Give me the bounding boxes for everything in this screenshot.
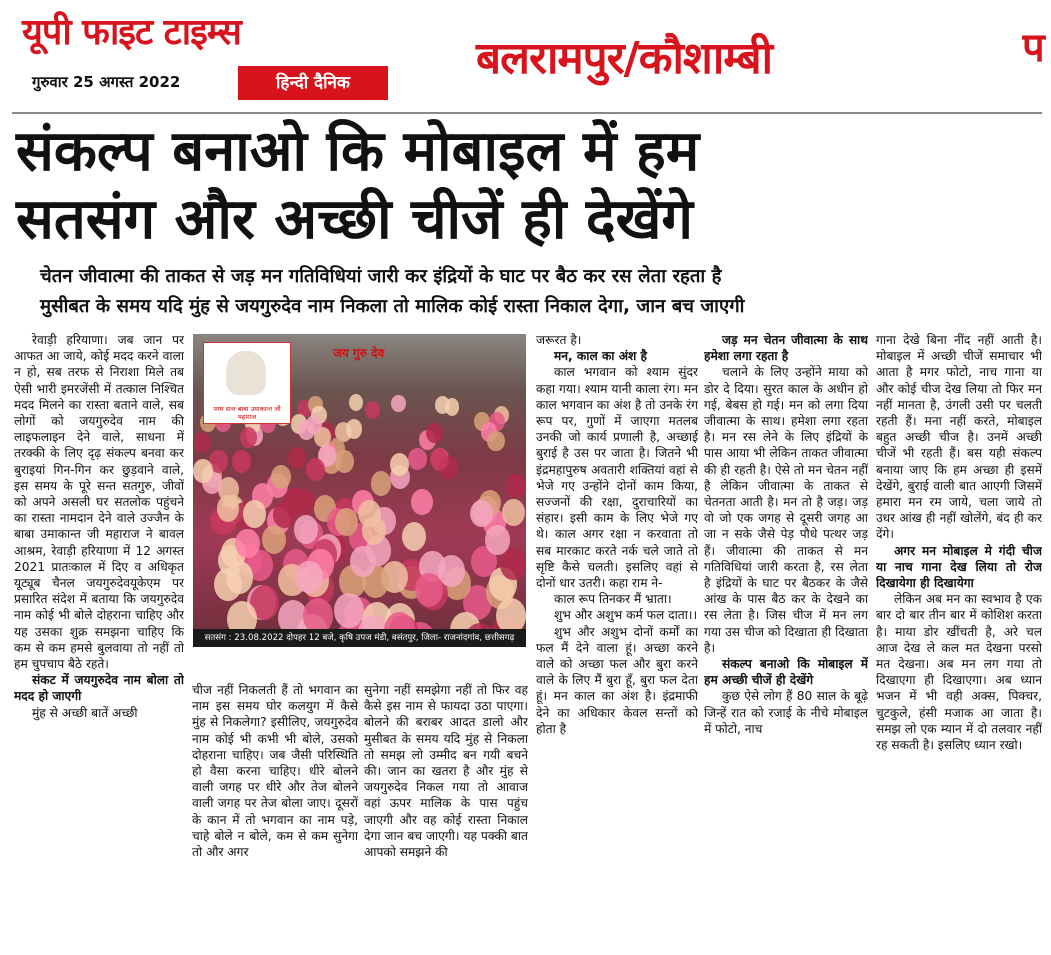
crowd-person [390, 453, 409, 476]
cropped-corner-letter: प [1022, 25, 1045, 66]
section-subhead: अगर मन मोबाइल मे गंदी चीज या नाच गाना देख लिया तो रोज दिखायेगा ही दिखायेगा [876, 543, 1042, 591]
crowd-person [411, 489, 433, 515]
subheadlines [40, 262, 1030, 322]
guru-portrait-inset [203, 342, 291, 424]
article-column-2 [192, 682, 358, 952]
crowd-person [334, 593, 364, 629]
article-column-6 [876, 332, 1042, 952]
photo-caption: सतसंग : 23.08.2022 दोपहर 12 बजे, कृषि उपज मंडी, बसंतपुर, जिला- राजनांदगांव, छत्तीसगढ़ [193, 629, 526, 647]
crowd-person [371, 471, 391, 495]
crowd-person [273, 501, 296, 528]
crowd-person [487, 431, 504, 452]
section-subhead: संकल्प बनाओ कि मोबाइल में हम अच्छी चीजें ही देखेंगे [704, 657, 868, 688]
newspaper-logo: यूपी फाइट टाइम्स [22, 12, 241, 53]
masthead [0, 0, 1051, 108]
crowd-person [430, 448, 449, 470]
article-column-1 [14, 332, 184, 952]
verse-line: शुभ और अशुभ कर्म फल दाता।। [554, 608, 698, 623]
crowd-person [232, 450, 251, 473]
subhead-2: मुसीबत के समय यदि मुंह से जयगुरुदेव नाम निकला तो मालिक कोई रास्ता निकाल देगा, जान बच जाएगी [40, 296, 745, 317]
crowd-person [240, 427, 257, 447]
section-subhead: संकट में जयगुरुदेव नाम बोला तो मदद हो जाएगी [14, 673, 184, 704]
crowd-person [445, 398, 460, 416]
crowd-person [193, 459, 213, 482]
crowd-person [271, 465, 291, 489]
headline [16, 118, 1036, 254]
crowd-person [358, 500, 381, 527]
crowd-person [500, 548, 526, 580]
issue-date: गुरुवार 25 अगस्त 2022 [32, 73, 181, 91]
crowd-person [293, 489, 315, 515]
crowd-person [298, 420, 315, 440]
paragraph: काल भगवान को श्याम सुंदर कहा गया। श्याम यानी काला रंग। मन काल भगवान का अंश है तो उनके रंग रूप पर, गुणों में जाएगा मतलब उनकी जो कार्य प्रणाली है, अच्छाई बुराई है उस पर जाता है। जितने भी इंद्रमहापुरुष अवतारी शक्तियां वहां से भेजे गए उन्होंने दोनों काम किया, सज्जनों की रक्षा, दुराचारियों का संहार। इसी काम के लिए भेजे गए थे। काल अगर रक्षा न करवाता तो सब मारकाट करते नर्क चले जाते तो सृष्टि कैसे चलती। इसलिए वहां से दोनों धार उतरी। कहा राम ने- [536, 365, 698, 591]
edition-title: बलरामपुर/कौशाम्बी [476, 33, 773, 84]
crowd-person [438, 555, 465, 587]
crowd-person [243, 500, 266, 527]
headline-line-1: संकल्प बनाओ कि मोबाइल में हम [16, 119, 700, 184]
verse-line: काल रूप तिनकर मैं भ्राता। [554, 592, 672, 607]
article-column-3 [364, 682, 528, 952]
paragraph: लेकिन अब मन का स्वभाव है एक बार दो बार तीन बार में कोशिश करता है। माया डोर खींचती है, अरे चल आज देख ले कल मत देखना परसो मत देखना। अब मन लग गया तो दिखाएगा ही दिखाएगा। अब ध्यान भजन में भी वही अक्स, पिक्चर, चुटकुले, हंसी मजाक आ जाता है। समझ लो एक म्यान में दो तलवार नहीं रह सकती है। इसलिए ध्यान रखो। [876, 592, 1042, 753]
crowd-person [470, 500, 493, 527]
paragraph: मुंह से अच्छी बातें अच्छी [32, 705, 138, 720]
crowd-person [391, 395, 406, 413]
paragraph: सुनेगा नहीं समझेगा नहीं तो फिर वह कैसे इस नाम से फायदा उठा पाएगा। बोलने की बराबर आदत डालो और मुसीबत के समय यदि मुंह से निकला तो समझ लो उम्मीद बन गयी बचने की। जान का खतरा है और मुंह से जयगुरुदेव निकल गया तो आवाज वहां ऊपर मालिक के पास पहुंच जाएगी और वह कोई रास्ता निकाल देगा जान बच जाएगी। यह पक्की बात आपको समझने की [364, 683, 528, 860]
crowd-person [402, 522, 426, 551]
paragraph: कुछ ऐसे लोग हैं 80 साल के बूढ़े जिन्हें रात को रजाई के नीचे मोबाइल में फोटो, नाच [704, 689, 868, 736]
subhead-1: चेतन जीवात्मा की ताकत से जड़ मन गतिविधियां जारी कर इंद्रियों के घाट पर बैठ कर रस लेता रहता है [40, 266, 722, 287]
crowd-person [294, 515, 318, 544]
paragraph: रेवाड़ी हरियाणा। जब जान पर आफत आ जाये, कोई मदद करने वाला न हो, सब तरफ से निराशा मिले तब ऐसी भारी इमरजेंसी में तत्काल निश्चित मदद मिलने का रास्ता बताने वाले, सब लोगों को जयगुरुदेव नाम की लाइफलाइन देने वाले, साधना में तरक्की के लिए दृढ़ संकल्प बनवा कर बुराइयां गिन-गिन कर छुड़वाने वाले, इस समय के पूरे सन्त सतगुरु, जीवों को अपने असली घर सतलोक पहुंचने का रास्ता नामदान देने वाले उज्जैन के बाबा उमाकान्त जी महाराज ने बावल आश्रम, रेवाड़ी हरियाणा में 12 अगस्त 2021 प्रातःकाल में दिए व अधिकृत यूट्यूब चैनल जयगुरुदेवयूकेएम पर प्रसारित संदेश में बताया कि जयगुरुदेव नाम कोई भी बोले दोहराना चाहिए और यह उसका शुक्र समझना चाहिए कि कम से कम हमसे बुलवाया तो नहीं तो हम चुपचाप बैठे रहते। [14, 333, 184, 672]
crowd-person [295, 561, 322, 594]
crowd-person [335, 508, 358, 536]
article-column-4 [536, 332, 698, 952]
crowd-person [235, 529, 260, 559]
crowd-person [485, 525, 509, 554]
satsang-photo [193, 334, 526, 647]
paragraph: जरूरत है। [536, 333, 582, 347]
crowd-person [306, 458, 325, 481]
portrait-figure [226, 351, 266, 395]
section-subhead: जड़ मन चेतन जीवात्मा के साथ हमेशा लगा रहता है [704, 333, 868, 364]
paragraph: शुभ और अशुभ दोनों कर्मों का फल मैं देने वाला हूं। अच्छा करने वाले को अच्छा फल और बुरा करने वाले के लिए मैं बुरा हूँ, बुरा फल देता हूं। मन काल का अंश है। इंद्रमाफी देने का अधिकार केवल सन्तों को होता है [536, 624, 698, 736]
portrait-caption: परम सन्त बाबा उमाकान्त जी महाराज [213, 405, 281, 421]
header-divider [12, 112, 1042, 114]
daily-badge: हिन्दी दैनिक [238, 66, 388, 100]
headline-line-2: सतसंग और अच्छी चीजें ही देखेंगे [16, 187, 693, 252]
section-subhead: मन, काल का अंश है [554, 349, 648, 364]
article-column-5 [704, 332, 868, 952]
crowd-person [365, 401, 380, 419]
photo-label: जय गुरु देव [333, 346, 385, 360]
paragraph: चीज नहीं निकलती हैं तो भगवान का नाम इस समय घोर कलयुग में कैसे मुंह से निकलेगा? इसीलिए, जयगुरुदेव नाम कोई भी कभी भी बोले, उसको दोहराना चाहिए। जब जैसी परिस्थिति हो वैसा करना चाहिए। धीरे बोलने वाली जगह पर धीरे और तेज बोलने वाली जगह पर तेज बोला जाए। दूसरों के कान में तो भगवान का नाम पड़े, चाहे बोले न बोले, कम से कम सुनेगा तो और अगर [192, 683, 358, 860]
paragraph: गाना देखे बिना नींद नहीं आती है। मोबाइल में अच्छी चीजें समाचार भी आता है मगर फोटो, नाच गाना या और कोई चीज देख लिया तो फिर मन नहीं मानता है, उंगली उसी पर चलती रहती हैं। मना नहीं करते, मोबाइल बहुत अच्छी चीज है। उनमें अच्छी चीजें भी रहती हैं। बस यही संकल्प बनाया जाए कि हम अच्छा ही इसमें देखेंगे, बुराई वाली बात आएगी जिसमें हमारा मन रम जाये, चला जाये तो उधर आंख ही नहीं खोलेंगे, बंद ही कर देंगे। [876, 333, 1042, 542]
crowd-person [408, 448, 427, 470]
paragraph: चलाने के लिए उन्होंने माया को डोर दे दिया। सुरत काल के अधीन हो गई, बेबस हो गई। मन को लगा दिया जीवात्मा के साथ। हमेशा लगा रहता है। मन रस लेने के लिए इंद्रियों के पास आया भी लेकिन ताकत जीवात्मा की ही रहती है। ऐसे तो मन चेतन नहीं है लेकिन जीवात्मा के ताकत से चेतनता आती है। मन तो है जड़। जड़ वो जो एक जगह से दूसरी जगह आ जा न सके जैसे पेड़ पौधे पत्थर जड़ हैं। जीवात्मा की ताकत से मन गतिविधियां जारी करता है, रस लेता है इंद्रियों के घाट पर बैठकर के जैसे आंख के पास बैठ कर के देखने का रस लेता है। जिस चीज में मन लग गया उस चीज को दिखाता ही दिखाता है। [704, 365, 868, 655]
